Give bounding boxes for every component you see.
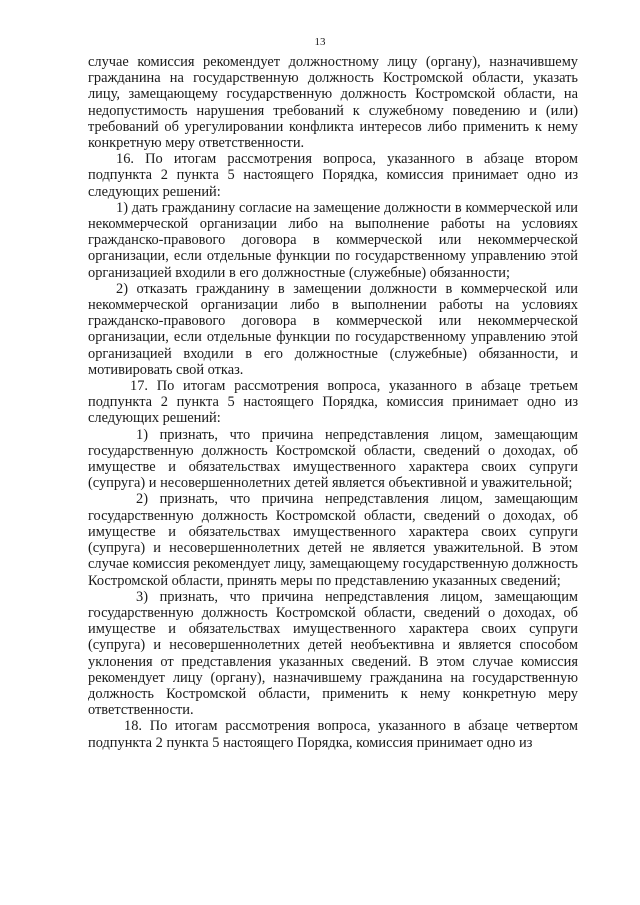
paragraph-continuation: случае комиссия рекомендует должностному лицу (органу), назначившему гражданина на государственную должность Костромской области, указать лицу, замещающему государственную должность Костромской области, на недопустимость нарушения требований к служебному поведению и (или) требований об урегулировании конфликта интересов либо применить к нему конкретную меру ответственности.	[88, 54, 578, 152]
paragraph-item-16-1: 1) дать гражданину согласие на замещение должности в коммерческой или некоммерческой организации либо на выполнение работы на условиях гражданско-правового договора в коммерческой или некоммерческой организации, если отдельные функции по государственному управлению этой организацией входили в его должностные (служебные) обязанности;	[88, 199, 578, 281]
paragraph-item-17-1: 1) признать, что причина непредставления лицом, замещающим государственную должность Костромской области, сведений о доходах, об имуществе и обязательствах имущественного характера своих супруги (супруга) и несовершеннолетних детей является объективной и уважительной;	[88, 426, 578, 492]
paragraph-item-18: 18. По итогам рассмотрения вопроса, указанного в абзаце четвертом подпункта 2 пункта 5 настоящего Порядка, комиссия принимает одно из	[88, 718, 578, 751]
paragraph-item-16: 16. По итогам рассмотрения вопроса, указанного в абзаце втором подпункта 2 пункта 5 настоящего Порядка, комиссия принимает одно из следующих решений:	[88, 151, 578, 200]
paragraph-item-16-2: 2) отказать гражданину в замещении должности в коммерческой или некоммерческой организации либо в выполнении работы на условиях гражданско-правового договора в коммерческой или некоммерческой организации, если отдельные функции по государственному управлению этой организацией входили в его должностные (служебные) обязанности, и мотивировать свой отказ.	[88, 280, 578, 378]
paragraph-item-17-3: 3) признать, что причина непредставления лицом, замещающим государственную должность Костромской области, сведений о доходах, об имуществе и обязательствах имущественного характера своих супруги (супруга) и несовершеннолетних детей необъективна и является способом уклонения от представления указанных сведений. В этом случае комиссия рекомендует лицу (органу), назначившему гражданина на государственную должность Костромской области, применить к нему конкретную меру ответственности.	[88, 588, 578, 719]
paragraph-item-17: 17. По итогам рассмотрения вопроса, указанного в абзаце третьем подпункта 2 пункта 5 настоящего Порядка, комиссия принимает одно из следующих решений:	[88, 378, 578, 427]
page-number: 13	[314, 36, 326, 48]
document-body	[88, 54, 578, 751]
paragraph-item-17-2: 2) признать, что причина непредставления лицом, замещающим государственную должность Костромской области, сведений о доходах, об имуществе и обязательствах имущественного характера своих супруги (супруга) и несовершеннолетних детей не является уважительной. В этом случае комиссия рекомендует лицу, замещающему государственную должность Костромской области, принять меры по представлению указанных сведений;	[88, 491, 578, 589]
